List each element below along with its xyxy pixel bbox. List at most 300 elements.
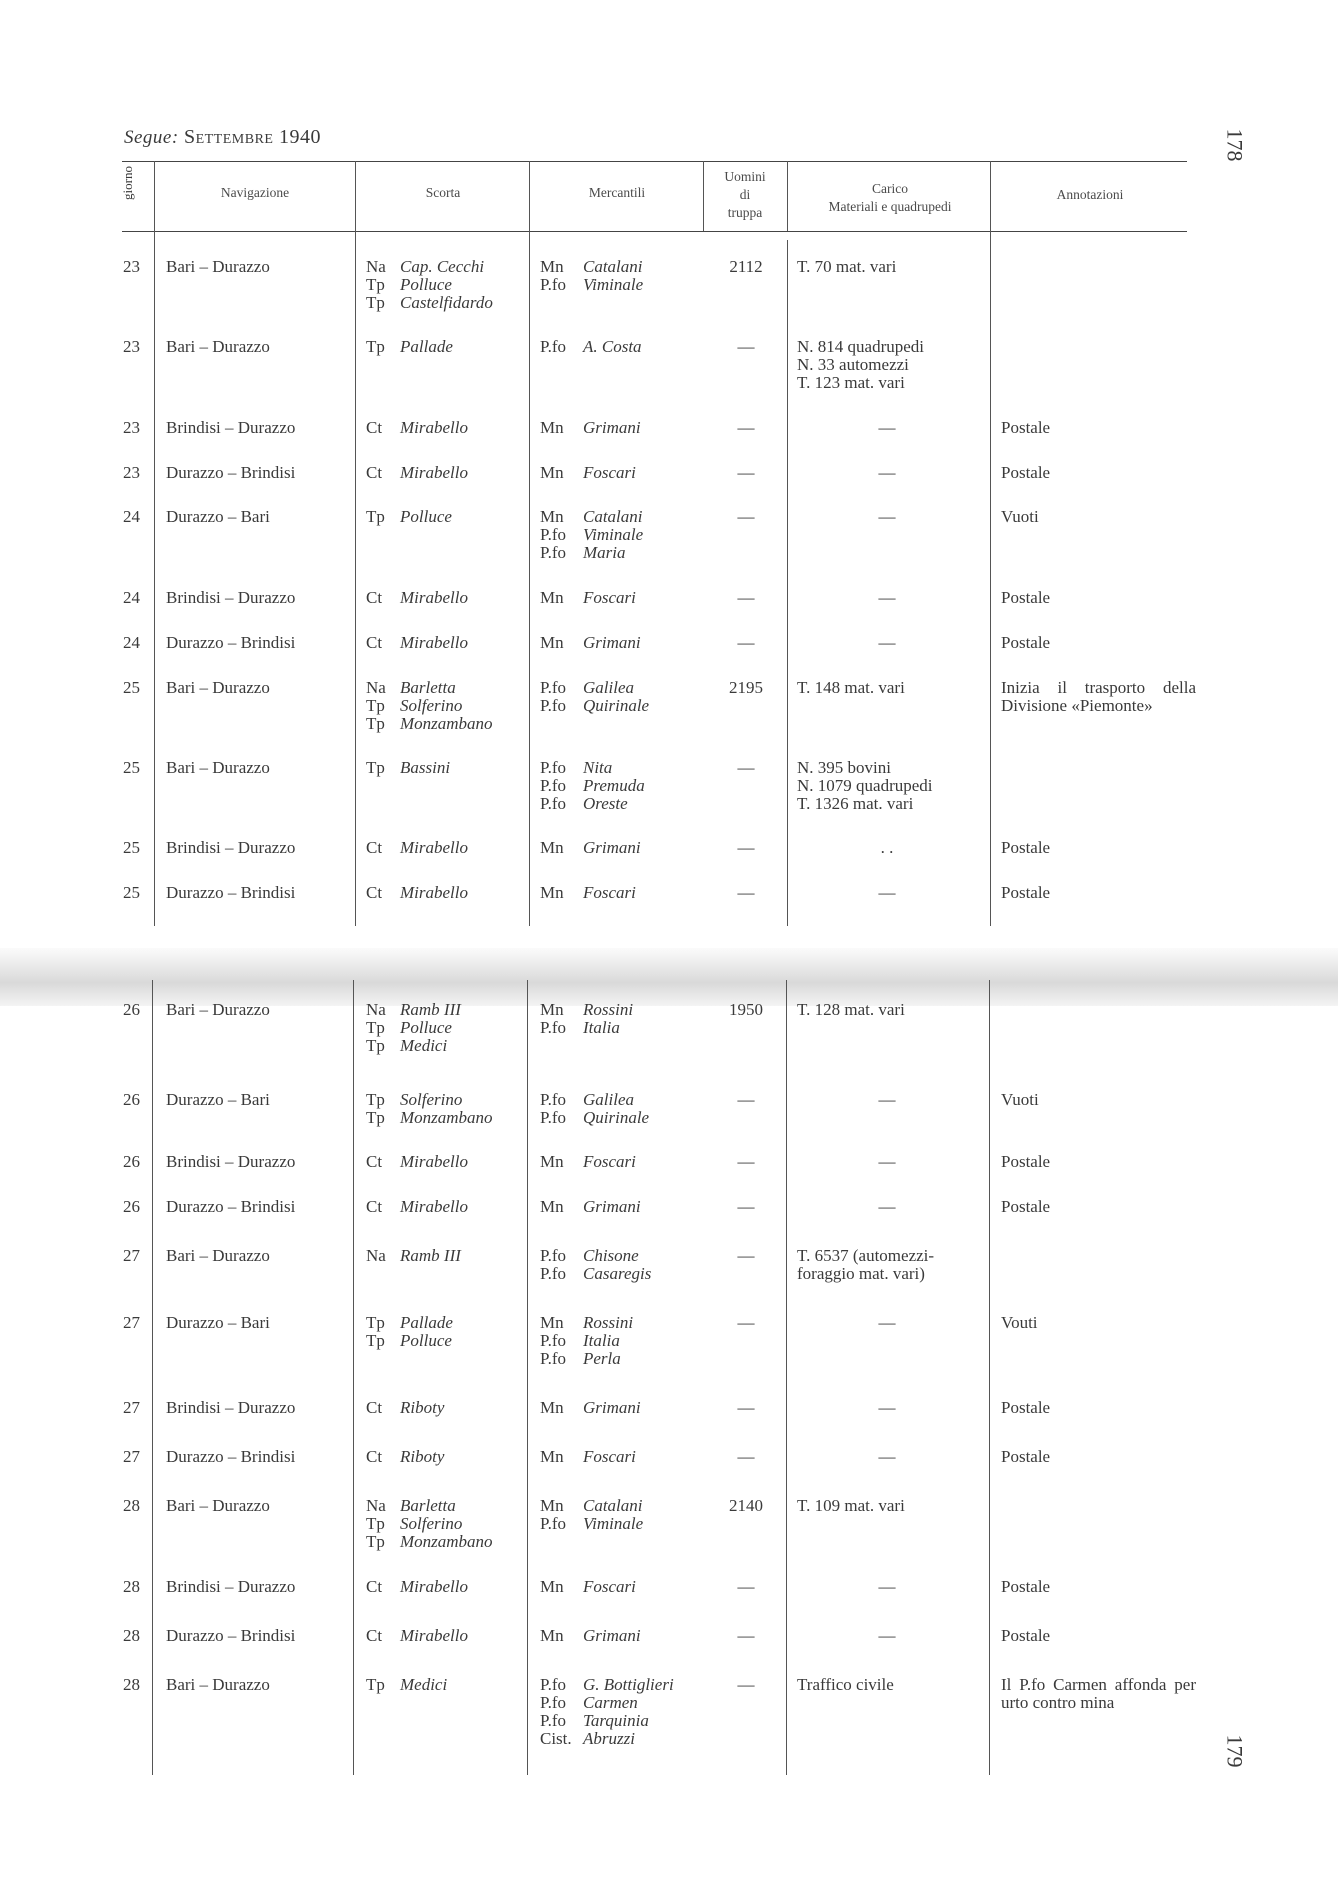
cargo-line: T. 6537 (automezzi-: [797, 1246, 935, 1265]
cell-day: 24: [123, 507, 140, 526]
escort-ship: [366, 1448, 444, 1466]
cell-merchants: [540, 1627, 641, 1645]
merchant-ship: [540, 1694, 674, 1712]
merchant-ship: [540, 1332, 633, 1350]
cell-route: Bari – Durazzo: [166, 257, 270, 276]
cell-troops: —: [737, 838, 755, 857]
escort-ship: [366, 1676, 447, 1694]
merchant-ship: [540, 1497, 643, 1515]
escort-ship: [366, 715, 493, 733]
merchant-ship: [540, 1515, 643, 1533]
escort-name: Pallade: [400, 1313, 453, 1332]
escort-type: Tp: [366, 696, 385, 715]
merchant-name: Quirinale: [583, 696, 650, 715]
cell-day: 27: [123, 1313, 140, 1332]
escort-name: Barletta: [400, 678, 456, 697]
escort-name: Bassini: [400, 758, 451, 777]
cargo-line: —: [878, 1447, 896, 1466]
merchant-name: A. Costa: [583, 337, 642, 356]
cell-notes: Postale: [1001, 1577, 1051, 1596]
cell-cargo: [797, 589, 977, 607]
escort-name: Solferino: [400, 696, 463, 715]
cell-escort: [366, 1627, 468, 1645]
merchant-ship: [540, 634, 641, 652]
cell-cargo: [797, 839, 977, 857]
escort-name: Riboty: [400, 1447, 445, 1466]
escort-ship: [366, 679, 493, 697]
escort-ship: [366, 634, 468, 652]
running-head-month: Settembre 1940: [183, 126, 321, 148]
escort-name: Polluce: [400, 275, 452, 294]
cell-day: 27: [123, 1447, 140, 1466]
merchant-name: Chisone: [583, 1246, 639, 1265]
cell-merchants: [540, 1448, 636, 1466]
cargo-line: N. 33 automezzi: [797, 355, 909, 374]
cell-day: 28: [123, 1626, 140, 1645]
cell-notes: Postale: [1001, 463, 1051, 482]
escort-name: Solferino: [400, 1514, 463, 1533]
cell-merchants: [540, 759, 645, 813]
cell-notes: Postale: [1001, 418, 1051, 437]
cell-day: 26: [123, 1152, 140, 1171]
header-carico-line2: Materiali e quadrupedi: [828, 199, 952, 215]
escort-type: Ct: [366, 633, 383, 652]
cell-troops: —: [737, 1152, 755, 1171]
cell-troops: —: [737, 1577, 755, 1596]
cell-route: Durazzo – Brindisi: [166, 463, 296, 482]
cell-day: 24: [123, 588, 140, 607]
cargo-line: Traffico civile: [797, 1675, 894, 1694]
escort-type: Tp: [366, 337, 385, 356]
merchant-ship: [540, 526, 643, 544]
merchant-name: Foscari: [583, 1152, 636, 1171]
cell-cargo: [797, 1578, 977, 1596]
escort-ship: [366, 1153, 468, 1171]
cell-escort: [366, 1153, 468, 1171]
escort-ship: [366, 759, 450, 777]
escort-name: Mirabello: [400, 883, 468, 902]
cell-day: 28: [123, 1496, 140, 1515]
merchant-name: Catalani: [583, 257, 643, 276]
cell-troops: —: [737, 1626, 755, 1645]
merchant-name: Quirinale: [583, 1108, 650, 1127]
merchant-type: P.fo: [540, 275, 566, 294]
cell-cargo: [797, 1676, 894, 1694]
cell-cargo: [797, 884, 977, 902]
escort-name: Riboty: [400, 1398, 445, 1417]
merchant-name: Grimani: [583, 1197, 641, 1216]
header-mercantili: Mercantili: [588, 185, 646, 200]
merchant-ship: [540, 1314, 633, 1332]
escort-ship: [366, 419, 468, 437]
cell-cargo: [797, 759, 933, 813]
escort-type: Na: [366, 1496, 386, 1515]
header-top-rule: [122, 161, 1187, 162]
cargo-line: T. 70 mat. vari: [797, 257, 897, 276]
merchant-type: Mn: [540, 418, 564, 437]
merchant-name: Oreste: [583, 794, 628, 813]
merchant-ship: [540, 1676, 674, 1694]
merchant-name: Tarquinia: [583, 1711, 649, 1730]
merchant-type: P.fo: [540, 525, 566, 544]
cell-route: Bari – Durazzo: [166, 1000, 270, 1019]
merchant-type: Mn: [540, 633, 564, 652]
cell-day: 23: [123, 337, 140, 356]
cell-cargo: [797, 1399, 977, 1417]
merchant-ship: [540, 1109, 649, 1127]
cell-merchants: [540, 679, 649, 715]
escort-name: Solferino: [400, 1090, 463, 1109]
cargo-line: —: [878, 1313, 896, 1332]
cell-cargo: [797, 1627, 977, 1645]
merchant-name: Rossini: [583, 1000, 634, 1019]
merchant-ship: [540, 1001, 633, 1019]
merchant-ship: [540, 258, 643, 276]
escort-type: Ct: [366, 1152, 383, 1171]
escort-name: Cap. Cecchi: [400, 257, 485, 276]
escort-type: Ct: [366, 883, 383, 902]
cell-cargo: [797, 634, 977, 652]
cell-escort: [366, 258, 493, 312]
cell-escort: [366, 1399, 444, 1417]
cargo-line: foraggio mat. vari): [797, 1264, 925, 1283]
cell-merchants: [540, 1001, 633, 1037]
escort-type: Tp: [366, 1090, 385, 1109]
cell-troops: —: [737, 588, 755, 607]
cargo-line: —: [878, 1398, 896, 1417]
cell-merchants: [540, 1198, 641, 1216]
cell-notes: Postale: [1001, 1626, 1051, 1645]
escort-type: Tp: [366, 275, 385, 294]
merchant-ship: [540, 1627, 641, 1645]
cell-day: 23: [123, 257, 140, 276]
page-number-top: 178: [1222, 128, 1248, 162]
merchant-type: P.fo: [540, 1675, 566, 1694]
cell-cargo: [797, 508, 977, 526]
escort-ship: [366, 1091, 493, 1109]
cargo-line: T. 1326 mat. vari: [797, 794, 914, 813]
cell-notes: Postale: [1001, 588, 1051, 607]
escort-name: Medici: [400, 1036, 448, 1055]
cell-merchants: [540, 508, 643, 562]
escort-name: Monzambano: [400, 714, 493, 733]
merchant-name: Grimani: [583, 838, 641, 857]
cell-merchants: [540, 1247, 651, 1283]
escort-ship: [366, 1314, 453, 1332]
merchant-ship: [540, 697, 649, 715]
cargo-line: —: [878, 1152, 896, 1171]
merchant-name: Grimani: [583, 418, 641, 437]
merchant-type: Mn: [540, 1626, 564, 1645]
merchant-name: Foscari: [583, 463, 636, 482]
escort-type: Tp: [366, 293, 385, 312]
cell-notes: Vuoti: [1001, 507, 1039, 526]
merchant-type: Mn: [540, 1152, 564, 1171]
cell-cargo: [797, 1001, 905, 1019]
merchant-name: Catalani: [583, 507, 643, 526]
cell-troops: —: [737, 1090, 755, 1109]
merchant-ship: [540, 839, 641, 857]
cell-cargo: [797, 338, 924, 392]
cell-route: Durazzo – Brindisi: [166, 883, 296, 902]
cell-day: 28: [123, 1675, 140, 1694]
escort-name: Castelfidardo: [400, 293, 493, 312]
cargo-line: —: [878, 1577, 896, 1596]
merchant-ship: [540, 884, 636, 902]
merchant-name: Foscari: [583, 883, 636, 902]
merchant-ship: [540, 1578, 636, 1596]
cell-route: Brindisi – Durazzo: [166, 1152, 296, 1171]
cell-escort: [366, 1578, 468, 1596]
running-head-label: Segue:: [124, 127, 179, 148]
cargo-line: —: [878, 883, 896, 902]
merchant-name: Foscari: [583, 1447, 636, 1466]
escort-name: Barletta: [400, 1496, 456, 1515]
cargo-line: —: [878, 1197, 896, 1216]
merchant-type: P.fo: [540, 1693, 566, 1712]
cell-troops: 2140: [729, 1496, 763, 1515]
scan-fold-shadow: [0, 948, 1338, 1006]
cell-day: 25: [123, 883, 140, 902]
escort-ship: [366, 1332, 453, 1350]
merchant-ship: [540, 759, 645, 777]
cargo-line: —: [878, 418, 896, 437]
cell-route: Bari – Durazzo: [166, 758, 270, 777]
escort-ship: [366, 1497, 493, 1515]
escort-name: Ramb III: [400, 1246, 461, 1265]
cargo-line: T. 109 mat. vari: [797, 1496, 905, 1515]
cell-merchants: [540, 1153, 636, 1171]
escort-type: Tp: [366, 1313, 385, 1332]
merchant-ship: [540, 338, 642, 356]
merchant-type: P.fo: [540, 1264, 566, 1283]
escort-name: Mirabello: [400, 633, 468, 652]
cell-merchants: [540, 419, 641, 437]
escort-ship: [366, 1533, 493, 1551]
cell-cargo: [797, 1247, 934, 1283]
merchant-type: P.fo: [540, 696, 566, 715]
cell-day: 24: [123, 633, 140, 652]
escort-ship: [366, 508, 452, 526]
merchant-ship: [540, 544, 643, 562]
cell-day: 26: [123, 1197, 140, 1216]
cell-troops: —: [737, 883, 755, 902]
escort-type: Tp: [366, 1514, 385, 1533]
escort-ship: [366, 294, 493, 312]
header-uomini-line2: di: [739, 187, 751, 203]
cell-route: Brindisi – Durazzo: [166, 1577, 296, 1596]
cell-day: 25: [123, 758, 140, 777]
merchant-ship: [540, 795, 645, 813]
merchant-type: P.fo: [540, 1246, 566, 1265]
cell-merchants: [540, 634, 641, 652]
cargo-line: N. 1079 quadrupedi: [797, 776, 933, 795]
merchant-type: Mn: [540, 463, 564, 482]
escort-name: Polluce: [400, 1331, 452, 1350]
cell-escort: [366, 679, 493, 733]
escort-name: Monzambano: [400, 1108, 493, 1127]
merchant-name: Italia: [583, 1018, 620, 1037]
escort-ship: [366, 464, 468, 482]
merchant-name: Galilea: [583, 1090, 634, 1109]
merchant-type: P.fo: [540, 1108, 566, 1127]
cell-troops: —: [737, 418, 755, 437]
merchant-ship: [540, 1265, 651, 1283]
escort-type: Tp: [366, 758, 385, 777]
cell-route: Durazzo – Brindisi: [166, 633, 296, 652]
cell-escort: [366, 1198, 468, 1216]
cell-cargo: [797, 1314, 977, 1332]
header-uomini-line3: truppa: [727, 205, 763, 221]
escort-ship: [366, 1399, 444, 1417]
cell-notes: Postale: [1001, 1447, 1051, 1466]
escort-name: Mirabello: [400, 588, 468, 607]
escort-type: Tp: [366, 1331, 385, 1350]
merchant-name: Grimani: [583, 1398, 641, 1417]
escort-type: Ct: [366, 1447, 383, 1466]
cell-notes: Postale: [1001, 1197, 1051, 1216]
merchant-name: Rossini: [583, 1313, 634, 1332]
escort-ship: [366, 276, 493, 294]
merchant-type: Mn: [540, 1197, 564, 1216]
merchant-name: Nita: [583, 758, 613, 777]
merchant-name: Premuda: [583, 776, 645, 795]
cell-route: Durazzo – Brindisi: [166, 1626, 296, 1645]
cell-troops: —: [737, 633, 755, 652]
cell-escort: [366, 1448, 444, 1466]
cell-notes: Postale: [1001, 883, 1051, 902]
merchant-name: Galilea: [583, 678, 634, 697]
cell-troops: —: [737, 1675, 755, 1694]
escort-type: Na: [366, 1000, 386, 1019]
header-annotazioni: Annotazioni: [1056, 187, 1124, 202]
cell-day: 26: [123, 1000, 140, 1019]
escort-ship: [366, 1109, 493, 1127]
escort-ship: [366, 1627, 468, 1645]
cell-day: 26: [123, 1090, 140, 1109]
escort-name: Polluce: [400, 1018, 452, 1037]
cell-troops: —: [737, 1447, 755, 1466]
cell-troops: 2112: [729, 257, 763, 276]
escort-type: Tp: [366, 1018, 385, 1037]
cell-merchants: [540, 464, 636, 482]
escort-type: Ct: [366, 1197, 383, 1216]
escort-ship: [366, 1001, 461, 1019]
cell-troops: —: [737, 1246, 755, 1265]
escort-name: Ramb III: [400, 1000, 461, 1019]
merchant-name: Carmen: [583, 1693, 638, 1712]
cell-route: Durazzo – Brindisi: [166, 1447, 296, 1466]
merchant-ship: [540, 1019, 633, 1037]
cell-escort: [366, 1247, 461, 1265]
merchant-name: G. Bottiglieri: [583, 1675, 674, 1694]
cell-merchants: [540, 1497, 643, 1533]
escort-type: Tp: [366, 1036, 385, 1055]
cargo-line: —: [878, 1090, 896, 1109]
cell-notes: Postale: [1001, 633, 1051, 652]
cell-day: 23: [123, 418, 140, 437]
escort-ship: [366, 1037, 461, 1055]
merchant-name: Viminale: [583, 1514, 644, 1533]
cell-escort: [366, 1314, 453, 1350]
cell-route: Durazzo – Brindisi: [166, 1197, 296, 1216]
header-uomini-line1: Uomini: [724, 169, 766, 184]
cell-merchants: [540, 338, 642, 356]
cell-merchants: [540, 884, 636, 902]
cell-escort: [366, 634, 468, 652]
cell-day: 27: [123, 1398, 140, 1417]
cell-escort: [366, 1091, 493, 1127]
escort-type: Ct: [366, 588, 383, 607]
cell-day: 23: [123, 463, 140, 482]
cargo-line: —: [878, 588, 896, 607]
cell-merchants: [540, 1314, 633, 1368]
merchant-ship: [540, 464, 636, 482]
cargo-line: N. 395 bovini: [797, 758, 891, 777]
cell-troops: —: [737, 463, 755, 482]
header-giorno: giorno: [120, 166, 135, 200]
cell-route: Bari – Durazzo: [166, 678, 270, 697]
merchant-type: Mn: [540, 257, 564, 276]
escort-name: Mirabello: [400, 1577, 468, 1596]
cargo-line: T. 128 mat. vari: [797, 1000, 905, 1019]
cell-notes: Postale: [1001, 838, 1051, 857]
cell-troops: 1950: [729, 1000, 763, 1019]
page-number-bottom: 179: [1222, 1734, 1248, 1768]
merchant-ship: [540, 1712, 674, 1730]
cell-cargo: [797, 1497, 905, 1515]
merchant-name: Casaregis: [583, 1264, 652, 1283]
cell-route: Brindisi – Durazzo: [166, 1398, 296, 1417]
escort-ship: [366, 258, 493, 276]
merchant-type: P.fo: [540, 678, 566, 697]
merchant-name: Grimani: [583, 1626, 641, 1645]
escort-ship: [366, 1578, 468, 1596]
cell-merchants: [540, 589, 636, 607]
cell-escort: [366, 759, 450, 777]
merchant-type: Mn: [540, 1000, 564, 1019]
merchant-type: P.fo: [540, 337, 566, 356]
cell-route: Bari – Durazzo: [166, 1496, 270, 1515]
merchant-ship: [540, 276, 643, 294]
escort-name: Mirabello: [400, 1152, 468, 1171]
running-head: [124, 126, 321, 149]
escort-type: Tp: [366, 1108, 385, 1127]
cell-day: 25: [123, 678, 140, 697]
escort-type: Ct: [366, 838, 383, 857]
cell-cargo: [797, 1091, 977, 1109]
cargo-line: —: [878, 507, 896, 526]
cell-troops: —: [737, 1398, 755, 1417]
merchant-type: Mn: [540, 883, 564, 902]
cell-troops: —: [737, 1313, 755, 1332]
cargo-line: T. 148 mat. vari: [797, 678, 905, 697]
cell-cargo: [797, 258, 896, 276]
merchant-name: Perla: [583, 1349, 621, 1368]
cell-escort: [366, 884, 468, 902]
merchant-type: Mn: [540, 838, 564, 857]
escort-name: Mirabello: [400, 463, 468, 482]
cell-route: Bari – Durazzo: [166, 1246, 270, 1265]
cell-troops: —: [737, 337, 755, 356]
escort-ship: [366, 1198, 468, 1216]
cell-notes: Il P.fo Carmen affonda per urto contro mina: [1001, 1675, 1196, 1712]
cell-escort: [366, 464, 468, 482]
merchant-name: Grimani: [583, 633, 641, 652]
cargo-line: —: [878, 633, 896, 652]
escort-type: Ct: [366, 1626, 383, 1645]
merchant-type: Cist.: [540, 1729, 572, 1748]
